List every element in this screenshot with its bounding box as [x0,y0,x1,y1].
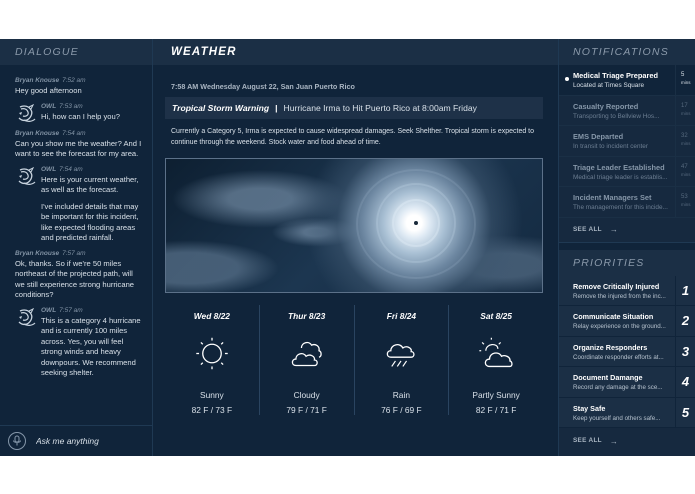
forecast-date: Sat 8/25 [480,311,512,321]
rain-icon [381,335,421,372]
ask-input[interactable] [36,436,146,446]
notification-item[interactable] [559,187,695,218]
message-text: Ok, thanks. So if we're 50 miles northeast of the projected path, will we still experience strong hurricane conditions? [15,258,135,299]
message-text: This is a category 4 hurricane and is currently 100 miles across. Yes, you will feel strong winds and heavy downpours. We recommend seeking shelter. [41,315,141,377]
priority-item[interactable] [559,306,695,337]
arrow-right-icon: → [609,437,619,446]
storm-warning-banner[interactable] [165,97,543,119]
microphone-icon [12,435,22,447]
alert-headline: Hurricane Irma to Hit Puerto Rico at 8:00am Friday [283,103,477,113]
dialogue-header: DIALOGUE [0,39,152,65]
cloudy-icon [287,335,327,372]
message-owl [16,307,142,379]
notification-time: 32 mins [675,126,695,156]
forecast-date: Fri 8/24 [386,311,417,321]
message-text: Can you show me the weather? And I want to see the forecast for my area. [15,138,142,158]
notification-title: EMS Departed [573,132,624,141]
incident-dashboard [0,39,695,456]
sender-name: Bryan Knouse [15,77,60,84]
notifications-list [559,65,695,218]
message-owl [16,103,142,124]
sender-name: Bryan Knouse [15,249,60,257]
priority-title: Organize Responders [573,342,648,352]
microphone-button[interactable] [8,432,26,450]
unread-dot [565,77,569,81]
notification-item[interactable] [559,65,695,96]
priority-subtitle: Remove the injured from the inc... [573,292,666,300]
priorities-see-all-link[interactable]: SEE ALL → [559,428,695,456]
notification-subtitle: Medical triage leader is establis... [573,173,668,181]
message-text: Hey good afternoon [15,86,82,95]
message-time: 7:57 am [62,249,86,257]
priority-title: Stay Safe [573,403,606,413]
priority-rank: 4 [675,367,695,397]
forecast-temps: 79 F / 71 F [286,405,327,415]
forecast-date: Wed 8/22 [193,311,230,321]
priority-rank: 2 [675,306,695,336]
forecast-temps: 82 F / 71 F [475,405,517,415]
priority-subtitle: Record any damage at the sce... [573,384,663,391]
notification-subtitle: Located at Times Square [573,82,645,89]
message-user [15,250,142,301]
sender-name: OWL [41,165,57,173]
priority-rank: 3 [675,337,695,367]
owl-avatar-icon [16,104,38,124]
priority-item[interactable] [559,276,695,307]
notification-title: Medical Triage Prepared [573,71,659,80]
notification-item[interactable] [559,126,695,157]
notification-time: 47 mins [675,157,695,187]
hurricane-satellite-image [165,158,543,293]
dialogue-thread[interactable] [0,65,152,425]
notification-time: 17 mins [675,96,695,126]
weather-panel [153,39,559,456]
priority-subtitle: Relay experience on the ground... [573,323,666,330]
notification-time: 5 mins [675,65,695,95]
priority-item[interactable] [559,337,695,368]
forecast-temps: 76 F / 69 F [381,405,422,415]
notification-title: Casualty Reported [573,101,639,111]
alert-title: Tropical Storm Warning [172,103,270,113]
notification-item[interactable] [559,157,695,188]
ask-bar [0,425,152,456]
forecast-condition: Sunny [200,390,224,400]
weather-datetime-location: 7:58 AM Wednesday August 22, San Juan Puerto Rico [171,82,355,91]
message-text: Hi, how can I help you? [41,111,120,121]
notification-subtitle: In transit to incident center [573,143,648,150]
message-user [15,130,142,160]
priority-item[interactable] [559,398,695,429]
forecast-condition: Rain [392,390,410,400]
arrow-right-icon: → [609,225,619,234]
forecast-day [165,305,259,415]
forecast-date: Thur 8/23 [288,311,326,321]
message-time: 7:54 am [62,129,86,137]
alert-separator: | [275,103,278,113]
forecast-condition: Partly Sunny [472,390,520,400]
forecast-row [165,305,543,415]
message-user [15,77,142,97]
priority-item[interactable] [559,367,695,398]
notification-title: Incident Managers Set [573,193,652,202]
forecast-temps: 82 F / 73 F [191,405,233,415]
message-text: Here is your current weather, as well as the forecast. [41,174,139,194]
notifications-see-all-link[interactable]: SEE ALL → [559,218,695,243]
priorities-header: PRIORITIES [559,250,695,276]
message-owl [16,166,142,244]
forecast-day [354,305,449,415]
notification-subtitle: The management for this incide... [573,204,668,211]
forecast-day [448,305,543,415]
priority-subtitle: Coordinate responder efforts at... [573,353,664,361]
priority-rank: 1 [675,276,695,306]
priority-title: Document Damange [573,373,643,382]
owl-avatar-icon [16,308,38,328]
weather-description: Currently a Category 5, Irma is expected to cause widespread damages. Seek Shelther. Tropical storm is expected to continue through the weekend. Stock water and food ahead of time. [171,128,535,146]
notification-title: Triage Leader Established [573,162,665,172]
right-sidebar [559,39,695,456]
dialogue-panel [0,39,153,456]
weather-header: WEATHER [153,39,558,65]
message-time: 7:52 am [62,77,86,84]
priority-title: Communicate Situation [573,312,654,321]
notification-item[interactable] [559,96,695,127]
message-time: 7:54 am [59,165,83,173]
owl-avatar-icon [16,167,38,187]
hurricane-eye [414,221,418,225]
forecast-condition: Cloudy [293,390,320,400]
partly-sunny-icon [476,335,516,372]
notification-subtitle: Transporting to Bellview Hos... [573,112,660,120]
priority-subtitle: Keep yourself and others safe... [573,414,661,422]
sender-name: Bryan Knouse [15,129,60,137]
forecast-day [259,305,354,415]
priorities-list [559,276,695,429]
sun-icon [192,335,232,372]
message-time: 7:53 am [59,102,83,110]
message-text: I've included details that may be important for this incident, like expected flooding areas and predicted rainfall. [41,201,139,242]
notification-time: 53 mins [675,187,695,217]
notifications-header: NOTIFICATIONS [559,39,695,65]
priority-rank: 5 [675,398,695,428]
sender-name: OWL [41,102,57,110]
sender-name: OWL [41,306,57,314]
message-time: 7:57 am [59,306,83,314]
priority-title: Remove Critically Injured [573,281,660,291]
